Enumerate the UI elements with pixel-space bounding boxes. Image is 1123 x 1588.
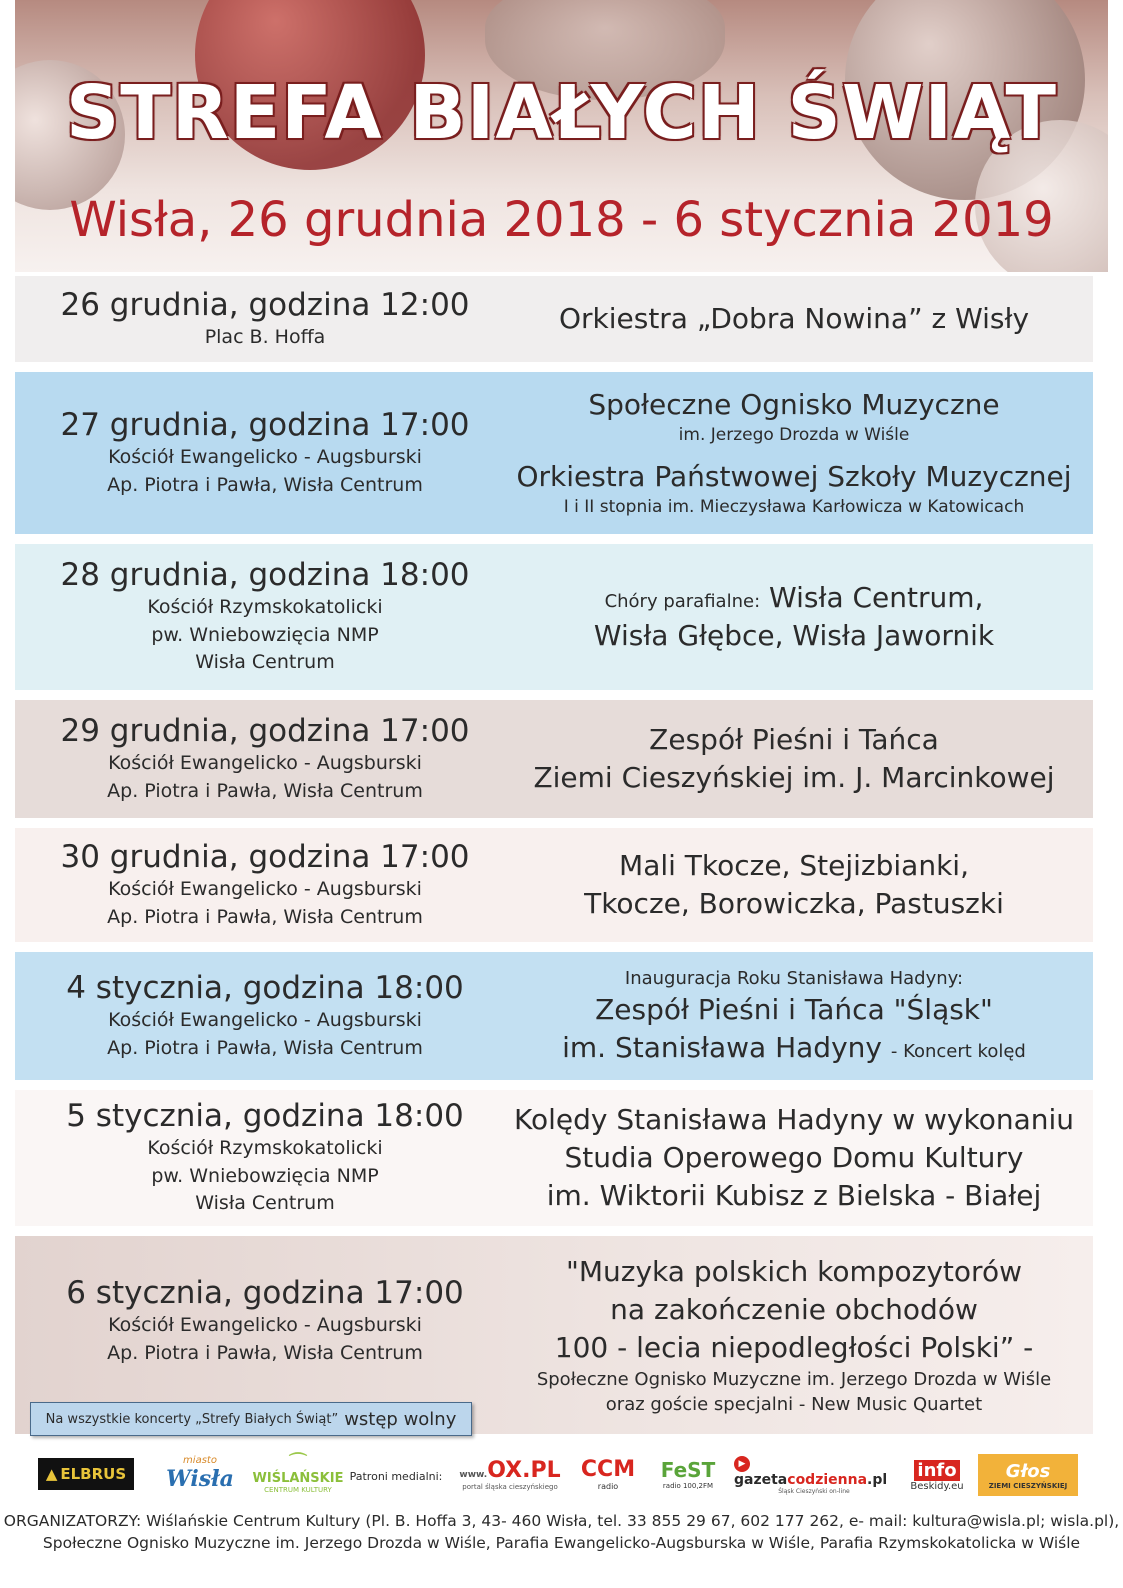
event-date: 4 stycznia, godzina 18:00 — [66, 969, 464, 1006]
event-date: 5 stycznia, godzina 18:00 — [66, 1098, 464, 1135]
elbrus-logo: ▲ ELBRUS — [38, 1458, 134, 1490]
event-date: 29 grudnia, godzina 17:00 — [60, 712, 470, 749]
play-icon: ▶ — [734, 1456, 750, 1472]
event-row-jan-5 — [15, 1090, 1093, 1226]
event-performer-detail: Społeczne Ognisko Muzyczne im. Jerzego Drozda w Wiśle — [536, 1368, 1052, 1390]
event-performer-detail: I i II stopnia im. Mieczysława Karłowicza w Katowicach — [563, 496, 1025, 517]
event-performer: Wisła Głębce, Wisła Jawornik — [593, 619, 995, 652]
event-row-dec-28 — [15, 544, 1093, 690]
event-venue: Kościół Ewangelicko - Augsburski — [108, 1009, 422, 1032]
event-performer-intro: Inauguracja Roku Stanisława Hadyny: — [624, 967, 964, 989]
event-performer: Mali Tkocze, Stejizbianki, — [619, 849, 969, 883]
organizers-footer — [0, 1510, 1123, 1555]
event-venue: Ap. Piotra i Pawła, Wisła Centrum — [107, 905, 423, 928]
event-performer: Studia Operowego Domu Kultury — [564, 1141, 1024, 1175]
page-title: STREFA BIAŁYCH ŚWIĄT — [66, 70, 1057, 156]
fest-radio-logo: FeST radio 100,2FM — [660, 1458, 716, 1490]
arch-icon: ⌒ — [289, 1451, 307, 1473]
event-venue: pw. Wniebowzięcia NMP — [151, 623, 379, 646]
event-venue: pw. Wniebowzięcia NMP — [151, 1164, 379, 1187]
event-performer: Ziemi Cieszyńskiej im. J. Marcinkowej — [533, 761, 1055, 794]
event-row-dec-29 — [15, 700, 1093, 818]
ox-pl-logo: www.OX.PL portal śląska cieszyńskiego — [459, 1457, 561, 1491]
event-venue: Kościół Ewangelicko - Augsburski — [108, 446, 422, 469]
event-performer: Orkiestra Państwowej Szkoły Muzycznej — [516, 460, 1072, 493]
event-performer-suffix: - Koncert kolęd — [890, 1040, 1026, 1062]
event-venue: Ap. Piotra i Pawła, Wisła Centrum — [107, 779, 423, 802]
event-performer-detail: im. Jerzego Drozda w Wiśle — [678, 425, 910, 446]
mountain-icon: ▲ — [45, 1465, 58, 1483]
event-date: 26 grudnia, godzina 12:00 — [60, 286, 470, 323]
event-date: 28 grudnia, godzina 18:00 — [60, 557, 470, 594]
header-banner — [15, 0, 1108, 272]
event-performer: Kolędy Stanisława Hadyny w wykonaniu — [513, 1103, 1074, 1137]
ccm-radio-logo: CCM radio — [580, 1457, 636, 1491]
event-venue: Ap. Piotra i Pawła, Wisła Centrum — [107, 1341, 423, 1364]
event-venue: Wisła Centrum — [195, 1192, 335, 1215]
free-entry-text: Na wszystkie koncerty „Strefy Białych Świąt” — [45, 1411, 339, 1427]
event-venue: Kościół Ewangelicko - Augsburski — [108, 752, 422, 775]
info-beskidy-logo: info Beskidy.eu — [910, 1460, 964, 1492]
event-performer: im. Wiktorii Kubisz z Bielska - Białej — [546, 1178, 1042, 1212]
event-performer: Tkocze, Borowiczka, Pastuszki — [584, 887, 1004, 920]
patrons-label: Patroni medialni: — [349, 1469, 443, 1483]
event-row-dec-30 — [15, 828, 1093, 942]
event-row-jan-4 — [15, 952, 1093, 1080]
miasto-wisla-logo: miasto Wisła — [166, 1454, 234, 1492]
free-entry-emphasis: wstęp wolny — [344, 1408, 457, 1430]
event-performer: na zakończenie obchodów — [610, 1292, 978, 1326]
event-date: 6 stycznia, godzina 17:00 — [66, 1274, 464, 1311]
event-performer: Zespół Pieśni i Tańca "Śląsk" — [595, 992, 993, 1026]
sponsor-logos — [30, 1448, 1100, 1510]
gazeta-codzienna-logo: ▶ gazetacodzienna.pl Śląsk Cieszyński on-line — [734, 1456, 894, 1492]
event-performer: im. Stanisława Hadyny — [562, 1030, 882, 1064]
event-performer: Społeczne Ognisko Muzyczne — [588, 388, 1000, 422]
event-venue: Kościół Ewangelicko - Augsburski — [108, 878, 422, 901]
organizers-line: Społeczne Ognisko Muzyczne im. Jerzego Drozda w Wiśle, Parafia Ewangelicko-Augsburska w Wiśle, Parafia Rzymskokatolicka w Wiśle — [42, 1534, 1081, 1553]
event-date: 30 grudnia, godzina 17:00 — [60, 838, 470, 875]
event-venue: Kościół Ewangelicko - Augsburski — [108, 1314, 422, 1337]
glos-ziemi-logo: Głos ZIEMI CIESZYŃSKIEJ — [978, 1454, 1078, 1496]
organizers-line: ORGANIZATORZY: Wiślańskie Centrum Kultury (Pl. B. Hoffa 3, 43- 460 Wisła, tel. 33 855 29 67, 602 177 262, e- mail: kultura@wisla.pl; wisla.pl), — [3, 1512, 1120, 1530]
event-performer: Zespół Pieśni i Tańca — [649, 723, 939, 757]
event-venue: Kościół Rzymskokatolicki — [147, 596, 383, 619]
wck-logo: ⌒ WIŚLAŃSKIE CENTRUM KULTURY — [252, 1451, 344, 1494]
event-date: 27 grudnia, godzina 17:00 — [60, 406, 470, 443]
event-venue: Plac B. Hoffa — [204, 325, 326, 348]
event-performer-prefix: Chóry parafialne: — [604, 591, 761, 613]
event-performer: Orkiestra „Dobra Nowina” z Wisły — [558, 302, 1030, 336]
event-venue: Ap. Piotra i Pawła, Wisła Centrum — [107, 473, 423, 496]
event-venue: Ap. Piotra i Pawła, Wisła Centrum — [107, 1036, 423, 1059]
event-performer-detail: oraz goście specjalni - New Music Quartet — [605, 1393, 983, 1415]
event-performer: "Muzyka polskich kompozytorów — [566, 1255, 1022, 1289]
event-performer: Wisła Centrum, — [769, 581, 984, 615]
event-row-dec-27 — [15, 372, 1093, 534]
event-venue: Wisła Centrum — [195, 651, 335, 674]
event-venue: Kościół Rzymskokatolicki — [147, 1137, 383, 1160]
event-performer: 100 - lecia niepodległości Polski” - — [554, 1330, 1034, 1364]
free-entry-banner — [30, 1402, 472, 1436]
event-row-dec-26 — [15, 276, 1093, 362]
date-range-subtitle: Wisła, 26 grudnia 2018 - 6 stycznia 2019 — [69, 192, 1054, 248]
